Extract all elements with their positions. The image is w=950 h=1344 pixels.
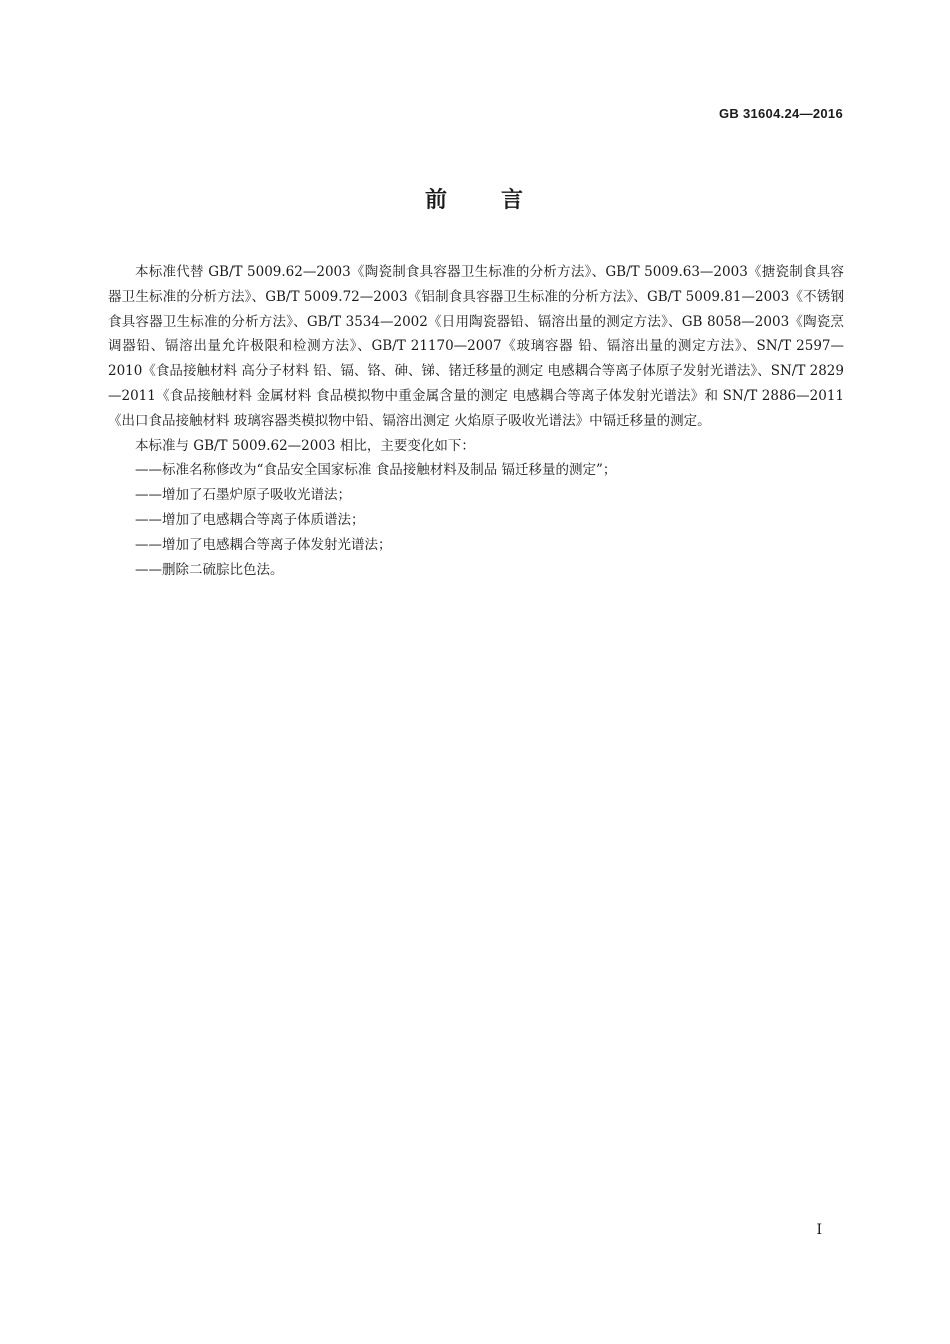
change-item-3: ——增加了电感耦合等离子体质谱法；: [135, 511, 365, 528]
title-part-1: 前: [424, 188, 449, 213]
change-item-1: ——标准名称修改为“食品安全国家标准 食品接触材料及制品 镉迁移量的测定”；: [135, 462, 617, 479]
foreword-body: [108, 260, 844, 582]
standard-code: GB 31604.24—2016: [718, 106, 843, 121]
title-part-2: 言: [501, 188, 526, 213]
change-item-5: ——删除二硫腙比色法。: [135, 561, 284, 578]
page-title: [0, 183, 950, 214]
change-item-2: ——增加了石墨炉原子吸收光谱法；: [135, 487, 351, 504]
page-number: I: [816, 1222, 822, 1238]
change-item-4: ——增加了电感耦合等离子体发射光谱法；: [135, 536, 392, 553]
paragraph-replaced-standards: 本标准代替 GB/T 5009.62—2003《陶瓷制食具容器卫生标准的分析方法》、GB/T 5009.63—2003《搪瓷制食具容器卫生标准的分析方法》、GB/T 5009.72—2003《铝制食具容器卫生标准的分析方法》、GB/T 5009.81—2003《不锈钢食具容器卫生标准的分析方法》、GB/T 3534—2002《日用陶瓷器铅、镉溶出量的测定方法》、GB 8058—2003《陶瓷烹调器铅、镉溶出量允许极限和检测方法》、GB/T 21170—2007《玻璃容器 铅、镉溶出量的测定方法》、SN/T 2597—2010《食品接触材料 高分子材料 铅、镉、铬、砷、锑、锗迁移量的测定 电感耦合等离子体原子发射光谱法》、SN/T 2829—2011《食品接触材料 金属材料 食品模拟物中重金属含量的测定 电感耦合等离子体发射光谱法》和 SN/T 2886—2011《出口食品接触材料 玻璃容器类模拟物中铅、镉溶出测定 火焰原子吸收光谱法》中镉迁移量的测定。: [108, 264, 844, 429]
paragraph-changes-intro: 本标准与 GB/T 5009.62—2003 相比，主要变化如下：: [135, 437, 475, 454]
